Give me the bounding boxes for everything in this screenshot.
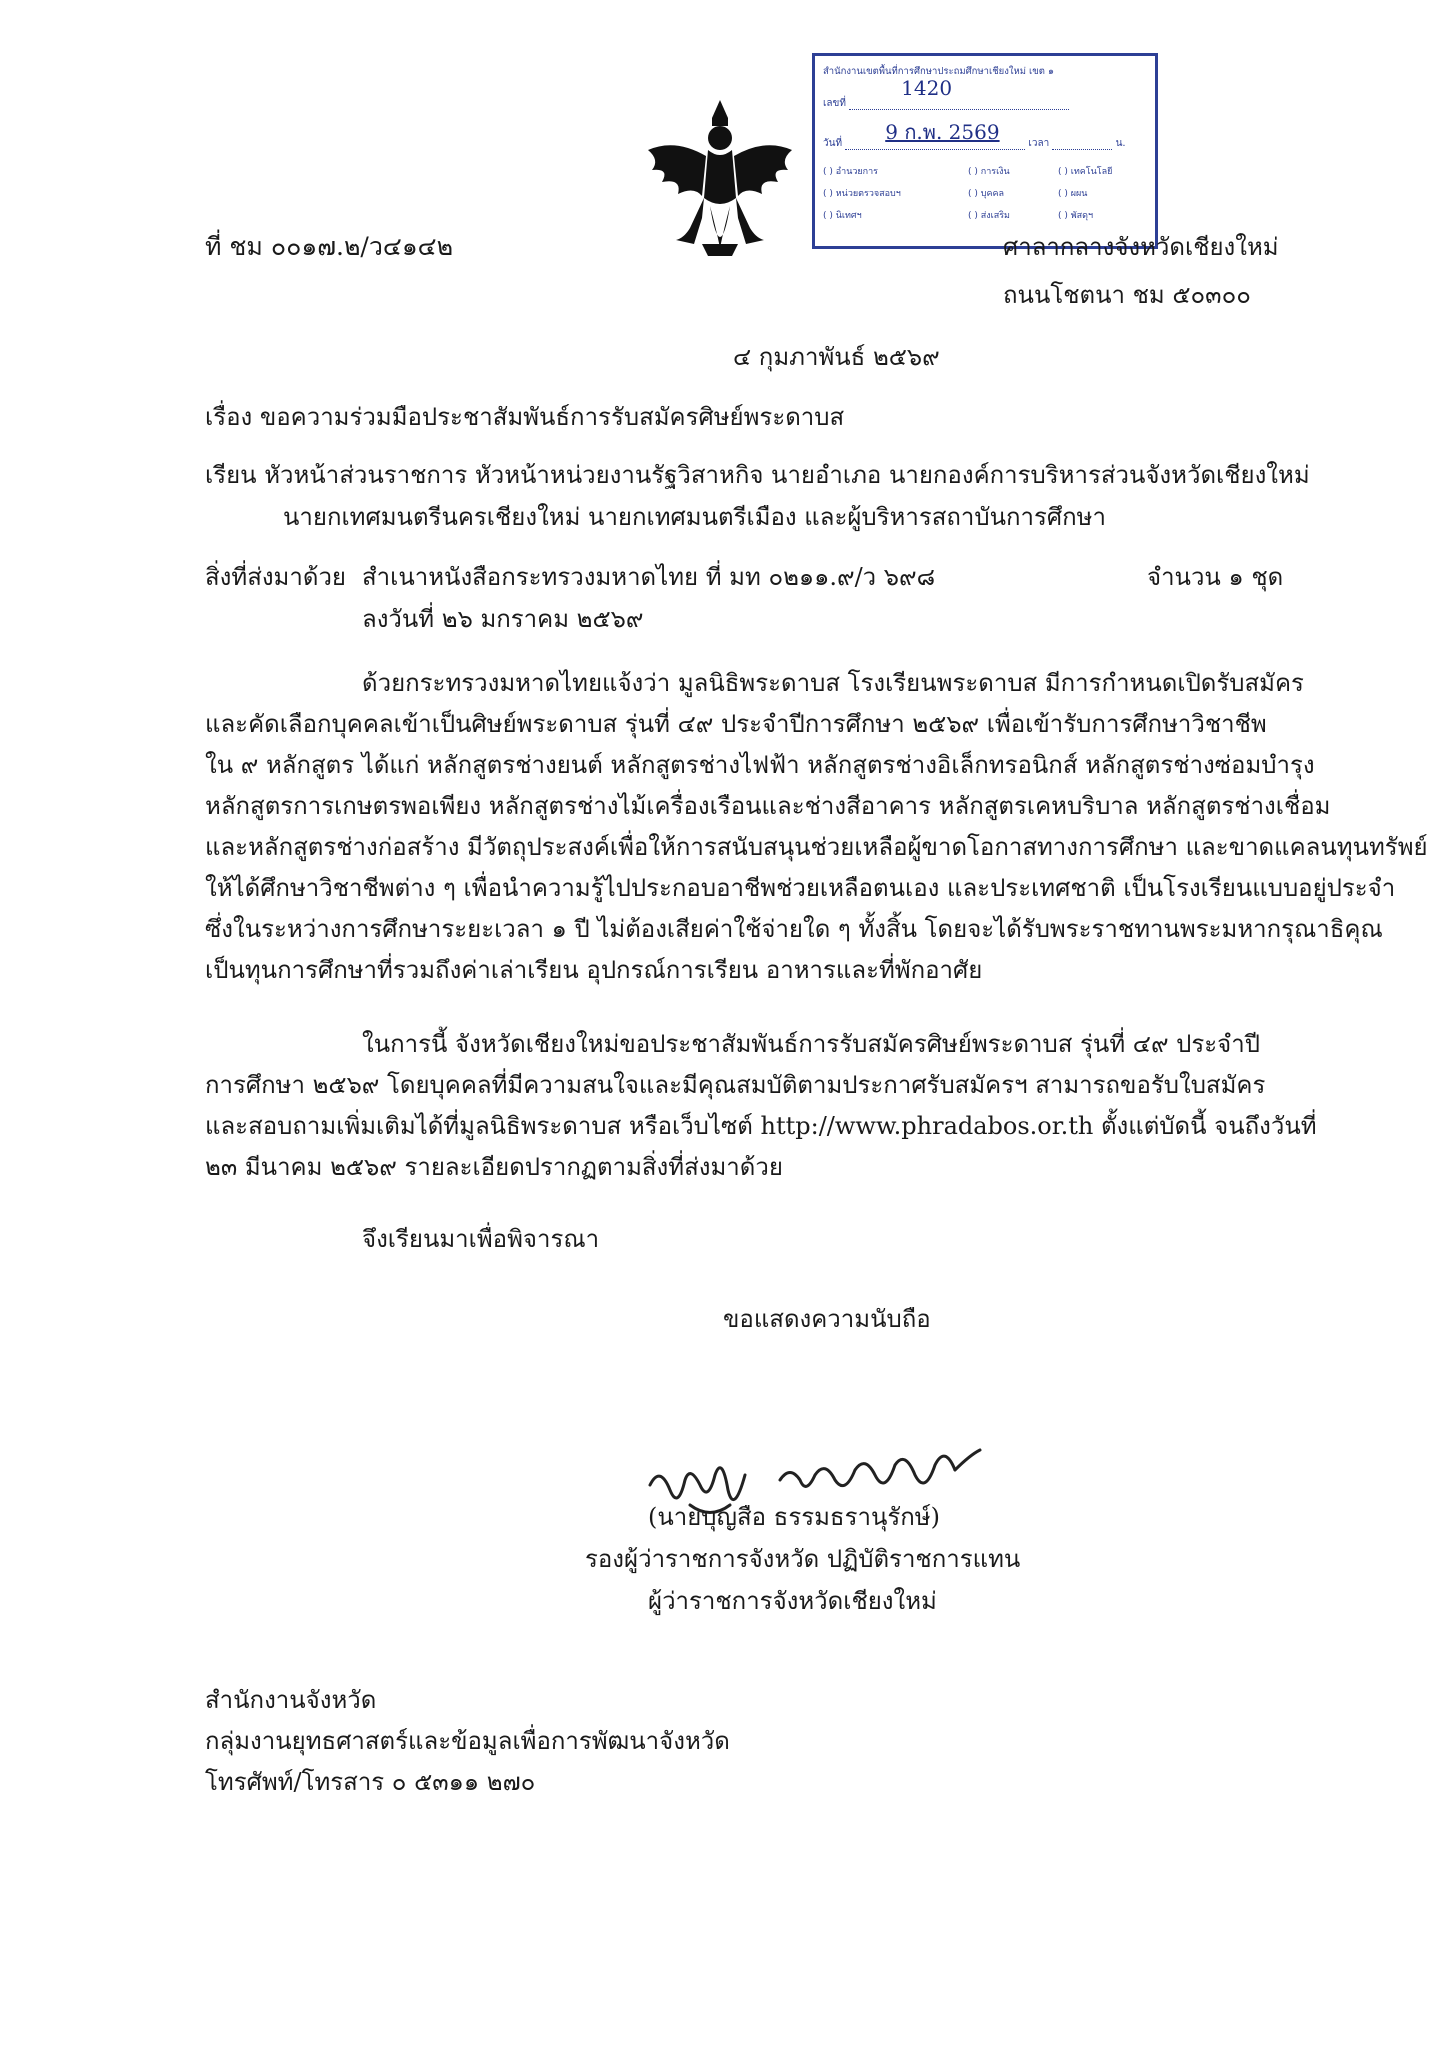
recipient-line1: เรียน หัวหน้าส่วนราชการ หัวหน้าหน่วยงานรัฐวิสาหกิจ นายอำเภอ นายกองค์การบริหารส่วนจังหวัดเชียงใหม่ bbox=[205, 461, 1310, 489]
paragraph-line: และคัดเลือกบุคคลเข้าเป็นศิษย์พระดาบส รุ่นที่ ๔๙ ประจำปีการศึกษา ๒๕๖๙ เพื่อเข้ารับการศึกษาวิชาชีพ bbox=[205, 710, 1267, 738]
paragraph-line: ให้ได้ศึกษาวิชาชีพต่าง ๆ เพื่อนำความรู้ไปประกอบอาชีพช่วยเหลือตนเอง และประเทศชาติ เป็นโรงเรียนแบบอยู่ประจำ bbox=[205, 874, 1396, 902]
garuda-emblem-icon bbox=[640, 98, 800, 273]
paragraph-line: ในการนี้ จังหวัดเชียงใหม่ขอประชาสัมพันธ์การรับสมัครศิษย์พระดาบส รุ่นที่ ๔๙ ประจำปี bbox=[362, 1030, 1260, 1058]
receiving-stamp bbox=[812, 53, 1158, 249]
recipient-line2: นายกเทศมนตรีนครเชียงใหม่ นายกเทศมนตรีเมือง และผู้บริหารสถาบันการศึกษา bbox=[283, 503, 1106, 531]
closing-line: จึงเรียนมาเพื่อพิจารณา bbox=[362, 1225, 600, 1253]
letter-date: ๔ กุมภาพันธ์ ๒๕๖๙ bbox=[733, 343, 940, 371]
stamp-option: ( ) เทคโนโลยี bbox=[1058, 167, 1113, 177]
signer-title1: รองผู้ว่าราชการจังหวัด ปฏิบัติราชการแทน bbox=[585, 1545, 1021, 1573]
stamp-time-suffix: น. bbox=[1115, 138, 1126, 149]
signer-title2: ผู้ว่าราชการจังหวัดเชียงใหม่ bbox=[648, 1587, 937, 1615]
body-paragraph-1 bbox=[205, 663, 1428, 991]
stamp-number-label: เลขที่ bbox=[823, 98, 846, 109]
stamp-option: ( ) บุคคล bbox=[968, 189, 1005, 199]
stamp-option: ( ) การเงิน bbox=[968, 167, 1010, 177]
reference-number: ที่ ชม ๐๐๑๗.๒/ว๔๑๔๒ bbox=[205, 232, 454, 261]
stamp-office: สำนักงานเขตพื้นที่การศึกษาประถมศึกษาเชียงใหม่ เขต ๑ bbox=[823, 66, 1055, 77]
signer-name: (นายบุญสือ ธรรมธรานุรักษ์) bbox=[648, 1503, 940, 1531]
footer-division: กลุ่มงานยุทธศาสตร์และข้อมูลเพื่อการพัฒนาจังหวัด bbox=[205, 1727, 730, 1755]
stamp-date-row bbox=[823, 120, 1126, 151]
body-paragraph-2 bbox=[205, 1024, 1317, 1188]
stamp-option: ( ) นิเทศฯ bbox=[823, 211, 862, 221]
paragraph-line: ด้วยกระทรวงมหาดไทยแจ้งว่า มูลนิธิพระดาบส โรงเรียนพระดาบส มีการกำหนดเปิดรับสมัคร bbox=[362, 669, 1304, 697]
stamp-date-label: วันที่ bbox=[823, 138, 843, 149]
stamp-options bbox=[823, 164, 1148, 222]
org-address-line2: ถนนโชตนา ชม ๕๐๓๐๐ bbox=[1003, 281, 1251, 309]
enclosure-label: สิ่งที่ส่งมาด้วย bbox=[205, 563, 346, 591]
enclosure-text2: ลงวันที่ ๒๖ มกราคม ๒๕๖๙ bbox=[362, 605, 644, 633]
paragraph-line: ๒๓ มีนาคม ๒๕๖๙ รายละเอียดปรากฏตามสิ่งที่ส่งมาด้วย bbox=[205, 1153, 783, 1181]
paragraph-line: ใน ๙ หลักสูตร ได้แก่ หลักสูตรช่างยนต์ หลักสูตรช่างไฟฟ้า หลักสูตรช่างอิเล็กทรอนิกส์ หลักสูตรช่างซ่อมบำรุง bbox=[205, 751, 1315, 779]
paragraph-line: หลักสูตรการเกษตรพอเพียง หลักสูตรช่างไม้เครื่องเรือนและช่างสีอาคาร หลักสูตรเคหบริบาล หลักสูตรช่างเชื่อม bbox=[205, 792, 1331, 820]
paragraph-line: การศึกษา ๒๕๖๙ โดยบุคคลที่มีความสนใจและมีคุณสมบัติตามประกาศรับสมัครฯ สามารถขอรับใบสมัคร bbox=[205, 1071, 1266, 1099]
footer-office: สำนักงานจังหวัด bbox=[205, 1686, 377, 1714]
enclosure-count: จำนวน ๑ ชุด bbox=[1147, 563, 1284, 591]
paragraph-line: เป็นทุนการศึกษาที่รวมถึงค่าเล่าเรียน อุปกรณ์การเรียน อาหารและที่พักอาศัย bbox=[205, 956, 983, 984]
stamp-number-row bbox=[823, 76, 1069, 111]
paragraph-line: และสอบถามเพิ่มเติมได้ที่มูลนิธิพระดาบส หรือเว็บไซต์ http://www.phradabos.or.th ตั้งแต่บัดนี้ จนถึงวันที่ bbox=[205, 1112, 1317, 1140]
stamp-option: ( ) หน่วยตรวจสอบฯ bbox=[823, 189, 901, 199]
paragraph-line: และหลักสูตรช่างก่อสร้าง มีวัตถุประสงค์เพื่อให้การสนับสนุนช่วยเหลือผู้ขาดโอกาสทางการศึกษา และขาดแคลนทุนทรัพย์ bbox=[205, 833, 1428, 861]
subject-line: เรื่อง ขอความร่วมมือประชาสัมพันธ์การรับสมัครศิษย์พระดาบส bbox=[205, 403, 845, 431]
stamp-option: ( ) ส่งเสริม bbox=[968, 211, 1010, 221]
stamp-option: ( ) ผผน bbox=[1058, 189, 1088, 199]
stamp-date-value: 9 ก.พ. 2569 bbox=[885, 120, 1000, 144]
stamp-time-label: เวลา bbox=[1028, 138, 1050, 149]
enclosure-text1: สำเนาหนังสือกระทรวงมหาดไทย ที่ มท ๐๒๑๑.๙/ว ๖๙๘ bbox=[362, 563, 936, 591]
stamp-option: ( ) พัสดุฯ bbox=[1058, 211, 1094, 221]
footer-phone: โทรศัพท์/โทรสาร ๐ ๕๓๑๑ ๒๗๐ bbox=[205, 1768, 536, 1796]
paragraph-line: ซึ่งในระหว่างการศึกษาระยะเวลา ๑ ปี ไม่ต้องเสียค่าใช้จ่ายใด ๆ ทั้งสิ้น โดยจะได้รับพระราชทานพระมหากรุณาธิคุณ bbox=[205, 915, 1383, 943]
regards-line: ขอแสดงความนับถือ bbox=[723, 1305, 931, 1333]
stamp-number-value: 1420 bbox=[901, 76, 953, 100]
org-address-line1: ศาลากลางจังหวัดเชียงใหม่ bbox=[1003, 233, 1279, 261]
stamp-option: ( ) อำนวยการ bbox=[823, 167, 879, 177]
